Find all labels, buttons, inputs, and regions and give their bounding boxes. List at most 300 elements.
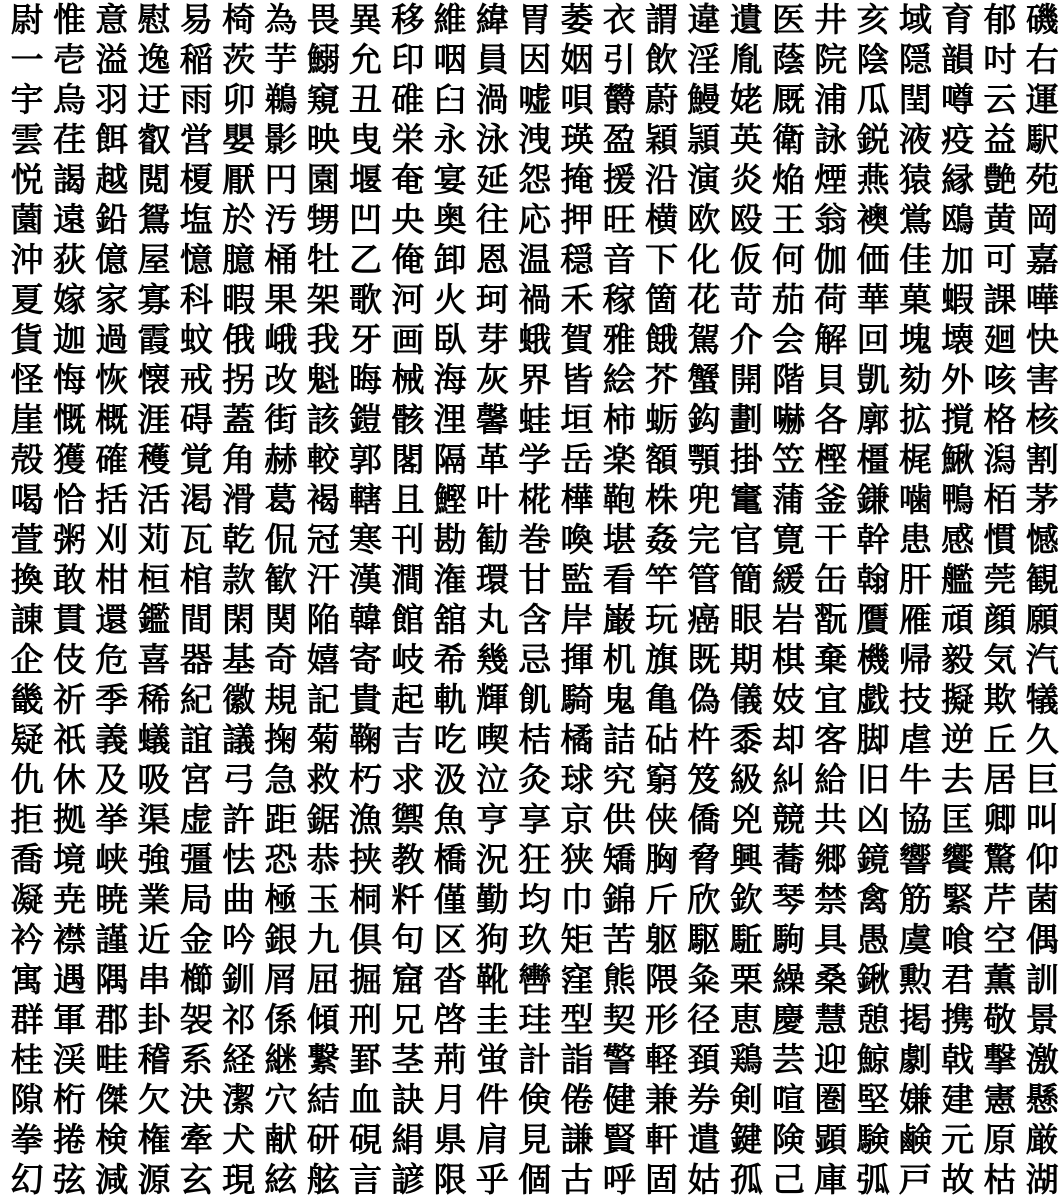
kanji-glyph: 莞 bbox=[983, 560, 1017, 599]
kanji-glyph: 魚 bbox=[433, 800, 467, 839]
kanji-glyph: 孤 bbox=[729, 1160, 763, 1199]
kanji-glyph: 悔 bbox=[52, 360, 86, 399]
kanji-glyph: 凱 bbox=[856, 360, 890, 399]
kanji-glyph: 究 bbox=[602, 760, 636, 799]
kanji-glyph: 玄 bbox=[179, 1160, 213, 1199]
kanji-glyph: 桑 bbox=[814, 960, 848, 999]
kanji-glyph: 右 bbox=[1025, 40, 1059, 79]
kanji-glyph: 観 bbox=[1025, 560, 1059, 599]
glyph-row bbox=[6, 439, 1059, 481]
kanji-glyph: 艶 bbox=[983, 160, 1017, 199]
kanji-glyph: 映 bbox=[306, 120, 340, 159]
kanji-glyph: 脚 bbox=[856, 720, 890, 759]
kanji-glyph: 蛎 bbox=[645, 400, 679, 439]
kanji-glyph: 画 bbox=[391, 320, 425, 359]
kanji-glyph: 苦 bbox=[602, 920, 636, 959]
kanji-glyph: 堰 bbox=[349, 160, 383, 199]
kanji-glyph: 厩 bbox=[771, 80, 805, 119]
kanji-glyph: 慧 bbox=[814, 1000, 848, 1039]
kanji-glyph: 引 bbox=[602, 40, 636, 79]
kanji-glyph: 乙 bbox=[349, 240, 383, 279]
kanji-glyph: 萎 bbox=[560, 0, 594, 39]
kanji-glyph: 拐 bbox=[222, 360, 256, 399]
kanji-glyph: 寡 bbox=[137, 280, 171, 319]
glyph-row bbox=[6, 39, 1059, 81]
kanji-glyph: 燕 bbox=[856, 160, 890, 199]
kanji-glyph: 巻 bbox=[518, 520, 552, 559]
kanji-glyph: 癌 bbox=[687, 600, 721, 639]
kanji-glyph: 蓋 bbox=[222, 400, 256, 439]
kanji-glyph: 叡 bbox=[137, 120, 171, 159]
kanji-glyph: 渠 bbox=[137, 800, 171, 839]
glyph-row bbox=[6, 0, 1059, 41]
kanji-glyph: 禁 bbox=[814, 880, 848, 919]
kanji-glyph: 隈 bbox=[645, 960, 679, 999]
glyph-row bbox=[6, 279, 1059, 321]
kanji-glyph: 卿 bbox=[983, 800, 1017, 839]
kanji-glyph: 轡 bbox=[518, 960, 552, 999]
kanji-glyph: 輝 bbox=[475, 680, 509, 719]
kanji-glyph: 嫁 bbox=[52, 280, 86, 319]
kanji-glyph: 靴 bbox=[475, 960, 509, 999]
kanji-glyph: 花 bbox=[687, 280, 721, 319]
kanji-glyph: 固 bbox=[645, 1160, 679, 1199]
kanji-glyph: 患 bbox=[898, 520, 932, 559]
kanji-glyph: 憩 bbox=[856, 1000, 890, 1039]
kanji-glyph: 奄 bbox=[391, 160, 425, 199]
kanji-glyph: 界 bbox=[518, 360, 552, 399]
kanji-glyph: 厳 bbox=[1025, 1120, 1059, 1159]
kanji-glyph: 件 bbox=[475, 1080, 509, 1119]
kanji-glyph: 隙 bbox=[10, 1080, 44, 1119]
kanji-glyph: 久 bbox=[1025, 720, 1059, 759]
kanji-glyph: 謂 bbox=[645, 0, 679, 39]
kanji-glyph: 健 bbox=[602, 1080, 636, 1119]
glyph-row bbox=[6, 759, 1059, 801]
kanji-glyph: 狗 bbox=[475, 920, 509, 959]
kanji-glyph: 喰 bbox=[941, 920, 975, 959]
kanji-glyph: 逆 bbox=[941, 720, 975, 759]
kanji-glyph: 僅 bbox=[433, 880, 467, 919]
kanji-glyph: 価 bbox=[856, 240, 890, 279]
kanji-glyph: 曳 bbox=[349, 120, 383, 159]
kanji-glyph: 介 bbox=[729, 320, 763, 359]
kanji-glyph: 怪 bbox=[10, 360, 44, 399]
kanji-glyph: 廻 bbox=[983, 320, 1017, 359]
kanji-glyph: 畏 bbox=[306, 0, 340, 39]
kanji-glyph: 盈 bbox=[602, 120, 636, 159]
kanji-glyph: 櫛 bbox=[179, 960, 213, 999]
kanji-glyph: 臥 bbox=[433, 320, 467, 359]
kanji-glyph: 括 bbox=[95, 480, 129, 519]
kanji-glyph: 甘 bbox=[518, 560, 552, 599]
glyph-row bbox=[6, 399, 1059, 441]
kanji-glyph: 稀 bbox=[137, 680, 171, 719]
kanji-glyph: 芸 bbox=[771, 1040, 805, 1079]
kanji-glyph: 勧 bbox=[475, 520, 509, 559]
kanji-glyph: 窟 bbox=[391, 960, 425, 999]
kanji-glyph: 雁 bbox=[898, 600, 932, 639]
kanji-glyph: 餌 bbox=[95, 120, 129, 159]
kanji-glyph: 関 bbox=[264, 600, 298, 639]
kanji-glyph: 近 bbox=[137, 920, 171, 959]
kanji-glyph: 允 bbox=[349, 40, 383, 79]
kanji-glyph: 劇 bbox=[898, 1040, 932, 1079]
kanji-glyph: 艦 bbox=[941, 560, 975, 599]
kanji-glyph: 緯 bbox=[475, 0, 509, 39]
kanji-glyph: 館 bbox=[391, 600, 425, 639]
kanji-glyph: 魁 bbox=[306, 360, 340, 399]
kanji-glyph: 桂 bbox=[10, 1040, 44, 1079]
kanji-glyph: 杵 bbox=[687, 720, 721, 759]
kanji-glyph: 俺 bbox=[391, 240, 425, 279]
kanji-glyph: 栢 bbox=[983, 480, 1017, 519]
kanji-glyph: 央 bbox=[391, 200, 425, 239]
kanji-glyph: 衛 bbox=[771, 120, 805, 159]
kanji-glyph: 梶 bbox=[898, 440, 932, 479]
kanji-glyph: 影 bbox=[264, 120, 298, 159]
kanji-glyph: 歓 bbox=[264, 560, 298, 599]
kanji-glyph: 黄 bbox=[983, 200, 1017, 239]
kanji-glyph: 下 bbox=[645, 240, 679, 279]
kanji-glyph: 隔 bbox=[433, 440, 467, 479]
kanji-glyph: 域 bbox=[898, 0, 932, 39]
kanji-glyph: 幾 bbox=[475, 640, 509, 679]
kanji-glyph: 景 bbox=[1025, 1000, 1059, 1039]
kanji-glyph: 躯 bbox=[645, 920, 679, 959]
kanji-glyph: 閑 bbox=[222, 600, 256, 639]
kanji-glyph: 印 bbox=[391, 40, 425, 79]
glyph-row bbox=[6, 839, 1059, 881]
kanji-glyph: 塊 bbox=[898, 320, 932, 359]
kanji-glyph: 倶 bbox=[349, 920, 383, 959]
kanji-glyph: 鋸 bbox=[306, 800, 340, 839]
kanji-glyph: 共 bbox=[814, 800, 848, 839]
kanji-glyph: 罫 bbox=[349, 1040, 383, 1079]
kanji-glyph: 居 bbox=[983, 760, 1017, 799]
kanji-glyph: 家 bbox=[95, 280, 129, 319]
kanji-glyph: 尭 bbox=[52, 880, 86, 919]
kanji-glyph: 屋 bbox=[137, 240, 171, 279]
kanji-glyph: 概 bbox=[95, 400, 129, 439]
kanji-glyph: 貫 bbox=[52, 600, 86, 639]
kanji-glyph: 見 bbox=[518, 1120, 552, 1159]
kanji-glyph: 叫 bbox=[1025, 800, 1059, 839]
kanji-glyph: 肝 bbox=[898, 560, 932, 599]
kanji-glyph: 殴 bbox=[729, 200, 763, 239]
kanji-glyph: 砧 bbox=[645, 720, 679, 759]
kanji-glyph: 脅 bbox=[687, 840, 721, 879]
kanji-glyph: 害 bbox=[1025, 360, 1059, 399]
kanji-glyph: 鎌 bbox=[856, 480, 890, 519]
kanji-glyph: 嘩 bbox=[1025, 280, 1059, 319]
kanji-glyph: 議 bbox=[222, 720, 256, 759]
kanji-glyph: 憾 bbox=[1025, 520, 1059, 559]
kanji-glyph: 簡 bbox=[729, 560, 763, 599]
kanji-glyph: 磯 bbox=[1025, 0, 1059, 39]
kanji-glyph: 姑 bbox=[687, 1160, 721, 1199]
glyph-row bbox=[6, 519, 1059, 561]
kanji-glyph: 英 bbox=[729, 120, 763, 159]
kanji-glyph: 銀 bbox=[264, 920, 298, 959]
kanji-glyph: 鰻 bbox=[687, 80, 721, 119]
kanji-glyph: 貴 bbox=[349, 680, 383, 719]
kanji-glyph: 韓 bbox=[349, 600, 383, 639]
kanji-glyph: 諌 bbox=[10, 600, 44, 639]
kanji-glyph: 蔭 bbox=[771, 40, 805, 79]
kanji-glyph: 粥 bbox=[52, 520, 86, 559]
kanji-glyph: 蛾 bbox=[518, 320, 552, 359]
kanji-glyph: 演 bbox=[687, 160, 721, 199]
kanji-glyph: 棄 bbox=[814, 640, 848, 679]
kanji-glyph: 期 bbox=[729, 640, 763, 679]
kanji-glyph: 急 bbox=[264, 760, 298, 799]
kanji-glyph: 堅 bbox=[856, 1080, 890, 1119]
kanji-glyph: 佳 bbox=[898, 240, 932, 279]
kanji-glyph: 刑 bbox=[349, 1000, 383, 1039]
kanji-glyph: 胸 bbox=[645, 840, 679, 879]
kanji-glyph: 云 bbox=[983, 80, 1017, 119]
kanji-glyph: 険 bbox=[771, 1120, 805, 1159]
kanji-glyph: 稼 bbox=[602, 280, 636, 319]
kanji-glyph: 額 bbox=[645, 440, 679, 479]
kanji-glyph: 違 bbox=[687, 0, 721, 39]
glyph-row bbox=[6, 119, 1059, 161]
kanji-glyph: 献 bbox=[264, 1120, 298, 1159]
glyph-row bbox=[6, 559, 1059, 601]
kanji-glyph: 樫 bbox=[814, 440, 848, 479]
kanji-glyph: 涯 bbox=[137, 400, 171, 439]
kanji-glyph: 休 bbox=[52, 760, 86, 799]
kanji-glyph: 覚 bbox=[179, 440, 213, 479]
kanji-glyph: 撹 bbox=[941, 400, 975, 439]
kanji-glyph: 為 bbox=[264, 0, 298, 39]
kanji-glyph: 化 bbox=[687, 240, 721, 279]
kanji-glyph: 竃 bbox=[729, 480, 763, 519]
kanji-glyph: 欺 bbox=[983, 680, 1017, 719]
kanji-glyph: 去 bbox=[941, 760, 975, 799]
kanji-glyph: 諺 bbox=[391, 1160, 425, 1199]
kanji-glyph: 徽 bbox=[222, 680, 256, 719]
kanji-glyph: 袈 bbox=[179, 1000, 213, 1039]
kanji-glyph: 宇 bbox=[10, 80, 44, 119]
kanji-glyph: 越 bbox=[95, 160, 129, 199]
kanji-glyph: 嚇 bbox=[771, 400, 805, 439]
kanji-glyph: 烏 bbox=[52, 80, 86, 119]
kanji-glyph: 敬 bbox=[983, 1000, 1017, 1039]
kanji-glyph: 蛙 bbox=[518, 400, 552, 439]
kanji-glyph: 激 bbox=[1025, 1040, 1059, 1079]
kanji-glyph: 決 bbox=[179, 1080, 213, 1119]
kanji-glyph: 禦 bbox=[391, 800, 425, 839]
kanji-glyph: 限 bbox=[433, 1160, 467, 1199]
kanji-glyph: 倹 bbox=[518, 1080, 552, 1119]
kanji-glyph: 峨 bbox=[264, 320, 298, 359]
kanji-glyph: 既 bbox=[687, 640, 721, 679]
kanji-glyph: 権 bbox=[137, 1120, 171, 1159]
kanji-glyph: 蟻 bbox=[137, 720, 171, 759]
kanji-glyph: 較 bbox=[306, 440, 340, 479]
kanji-glyph: 河 bbox=[391, 280, 425, 319]
kanji-glyph: 芹 bbox=[983, 880, 1017, 919]
glyph-row bbox=[6, 159, 1059, 201]
kanji-glyph: 凝 bbox=[10, 880, 44, 919]
kanji-glyph: 恩 bbox=[475, 240, 509, 279]
kanji-glyph: 於 bbox=[222, 200, 256, 239]
kanji-glyph: 極 bbox=[264, 880, 298, 919]
kanji-glyph: 菓 bbox=[898, 280, 932, 319]
kanji-glyph: 遇 bbox=[52, 960, 86, 999]
kanji-glyph: 顎 bbox=[687, 440, 721, 479]
kanji-glyph: 厭 bbox=[222, 160, 256, 199]
glyph-row bbox=[6, 479, 1059, 521]
kanji-glyph: 獲 bbox=[52, 440, 86, 479]
kanji-glyph: 汽 bbox=[1025, 640, 1059, 679]
glyph-row bbox=[6, 599, 1059, 641]
kanji-glyph: 閲 bbox=[137, 160, 171, 199]
kanji-glyph: 棺 bbox=[179, 560, 213, 599]
kanji-glyph: 悦 bbox=[10, 160, 44, 199]
kanji-glyph: 径 bbox=[687, 1000, 721, 1039]
kanji-glyph: 苛 bbox=[729, 280, 763, 319]
kanji-glyph: 火 bbox=[433, 280, 467, 319]
kanji-glyph: 饗 bbox=[941, 840, 975, 879]
kanji-glyph: 鋭 bbox=[856, 120, 890, 159]
kanji-glyph: 楽 bbox=[602, 440, 636, 479]
kanji-glyph: 伎 bbox=[52, 640, 86, 679]
kanji-glyph: 可 bbox=[983, 240, 1017, 279]
kanji-glyph: 潟 bbox=[983, 440, 1017, 479]
kanji-glyph: 誼 bbox=[179, 720, 213, 759]
kanji-glyph: 蛍 bbox=[475, 1040, 509, 1079]
kanji-glyph: 峡 bbox=[95, 840, 129, 879]
kanji-glyph: 殻 bbox=[10, 440, 44, 479]
kanji-glyph: 轄 bbox=[349, 480, 383, 519]
kanji-glyph: 刊 bbox=[391, 520, 425, 559]
kanji-glyph: 客 bbox=[814, 720, 848, 759]
glyph-row bbox=[6, 1159, 1059, 1201]
kanji-glyph: 桔 bbox=[518, 720, 552, 759]
kanji-glyph: 古 bbox=[560, 1160, 594, 1199]
kanji-glyph: 街 bbox=[264, 400, 298, 439]
kanji-glyph: 狭 bbox=[560, 840, 594, 879]
kanji-glyph: 揮 bbox=[560, 640, 594, 679]
kanji-glyph: 紀 bbox=[179, 680, 213, 719]
kanji-glyph: 芽 bbox=[475, 320, 509, 359]
kanji-glyph: 狂 bbox=[518, 840, 552, 879]
kanji-glyph: 贋 bbox=[856, 600, 890, 639]
kanji-glyph: 粂 bbox=[687, 960, 721, 999]
kanji-glyph: 浦 bbox=[814, 80, 848, 119]
kanji-glyph: 雅 bbox=[602, 320, 636, 359]
kanji-glyph: 拒 bbox=[10, 800, 44, 839]
kanji-glyph: 喫 bbox=[475, 720, 509, 759]
kanji-glyph: 虚 bbox=[179, 800, 213, 839]
kanji-glyph: 迎 bbox=[814, 1040, 848, 1079]
kanji-glyph: 碍 bbox=[179, 400, 213, 439]
kanji-glyph: 舘 bbox=[433, 600, 467, 639]
kanji-glyph: 協 bbox=[898, 800, 932, 839]
kanji-glyph: 忌 bbox=[518, 640, 552, 679]
kanji-glyph: 肩 bbox=[475, 1120, 509, 1159]
kanji-glyph: 釧 bbox=[222, 960, 256, 999]
kanji-glyph: 喚 bbox=[560, 520, 594, 559]
kanji-glyph: 疑 bbox=[10, 720, 44, 759]
kanji-glyph: 穫 bbox=[137, 440, 171, 479]
kanji-glyph: 詰 bbox=[602, 720, 636, 759]
glyph-row bbox=[6, 959, 1059, 1001]
kanji-glyph: 帰 bbox=[898, 640, 932, 679]
kanji-glyph: 洩 bbox=[518, 120, 552, 159]
kanji-glyph: 券 bbox=[687, 1080, 721, 1119]
kanji-glyph: 王 bbox=[771, 200, 805, 239]
kanji-glyph: 沿 bbox=[645, 160, 679, 199]
kanji-glyph: 器 bbox=[179, 640, 213, 679]
kanji-glyph: 笠 bbox=[771, 440, 805, 479]
glyph-row bbox=[6, 799, 1059, 841]
kanji-glyph: 旺 bbox=[602, 200, 636, 239]
kanji-glyph: 赫 bbox=[264, 440, 298, 479]
kanji-glyph: 故 bbox=[941, 1160, 975, 1199]
kanji-glyph: 嬉 bbox=[306, 640, 340, 679]
kanji-glyph: 運 bbox=[1025, 80, 1059, 119]
kanji-glyph: 鴛 bbox=[137, 200, 171, 239]
kanji-glyph: 榎 bbox=[179, 160, 213, 199]
kanji-glyph: 牽 bbox=[179, 1120, 213, 1159]
kanji-glyph: 閣 bbox=[391, 440, 425, 479]
kanji-glyph: 皆 bbox=[560, 360, 594, 399]
kanji-glyph: 挙 bbox=[95, 800, 129, 839]
kanji-glyph: 駒 bbox=[771, 920, 805, 959]
kanji-glyph: 岩 bbox=[771, 600, 805, 639]
kanji-glyph: 侃 bbox=[264, 520, 298, 559]
kanji-glyph: 果 bbox=[264, 280, 298, 319]
kanji-glyph: 釜 bbox=[814, 480, 848, 519]
kanji-glyph: 繋 bbox=[306, 1040, 340, 1079]
kanji-glyph: 往 bbox=[475, 200, 509, 239]
kanji-glyph: 顕 bbox=[814, 1120, 848, 1159]
kanji-glyph: 煙 bbox=[814, 160, 848, 199]
kanji-glyph: 華 bbox=[856, 280, 890, 319]
kanji-glyph: 茅 bbox=[1025, 480, 1059, 519]
kanji-glyph: 謁 bbox=[52, 160, 86, 199]
kanji-glyph: 祇 bbox=[52, 720, 86, 759]
kanji-glyph: 亥 bbox=[856, 0, 890, 39]
kanji-glyph: 鈎 bbox=[687, 400, 721, 439]
kanji-glyph: 鑑 bbox=[137, 600, 171, 639]
kanji-glyph: 嘘 bbox=[518, 80, 552, 119]
kanji-glyph: 巌 bbox=[602, 600, 636, 639]
glyph-row bbox=[6, 919, 1059, 961]
kanji-glyph: 喝 bbox=[10, 480, 44, 519]
kanji-glyph: 禽 bbox=[856, 880, 890, 919]
kanji-glyph: 姦 bbox=[645, 520, 679, 559]
kanji-glyph: 湖 bbox=[1025, 1160, 1059, 1199]
glyph-row bbox=[6, 79, 1059, 121]
kanji-glyph: 滑 bbox=[222, 480, 256, 519]
kanji-glyph: 願 bbox=[1025, 600, 1059, 639]
kanji-glyph: 疫 bbox=[941, 120, 975, 159]
kanji-glyph: 教 bbox=[391, 840, 425, 879]
kanji-glyph: 岸 bbox=[560, 600, 594, 639]
kanji-glyph: 犬 bbox=[222, 1120, 256, 1159]
glyph-row bbox=[6, 999, 1059, 1041]
kanji-glyph: 継 bbox=[264, 1040, 298, 1079]
kanji-glyph: 窪 bbox=[560, 960, 594, 999]
kanji-glyph: 異 bbox=[349, 0, 383, 39]
kanji-glyph: 骸 bbox=[391, 400, 425, 439]
kanji-glyph: 我 bbox=[306, 320, 340, 359]
